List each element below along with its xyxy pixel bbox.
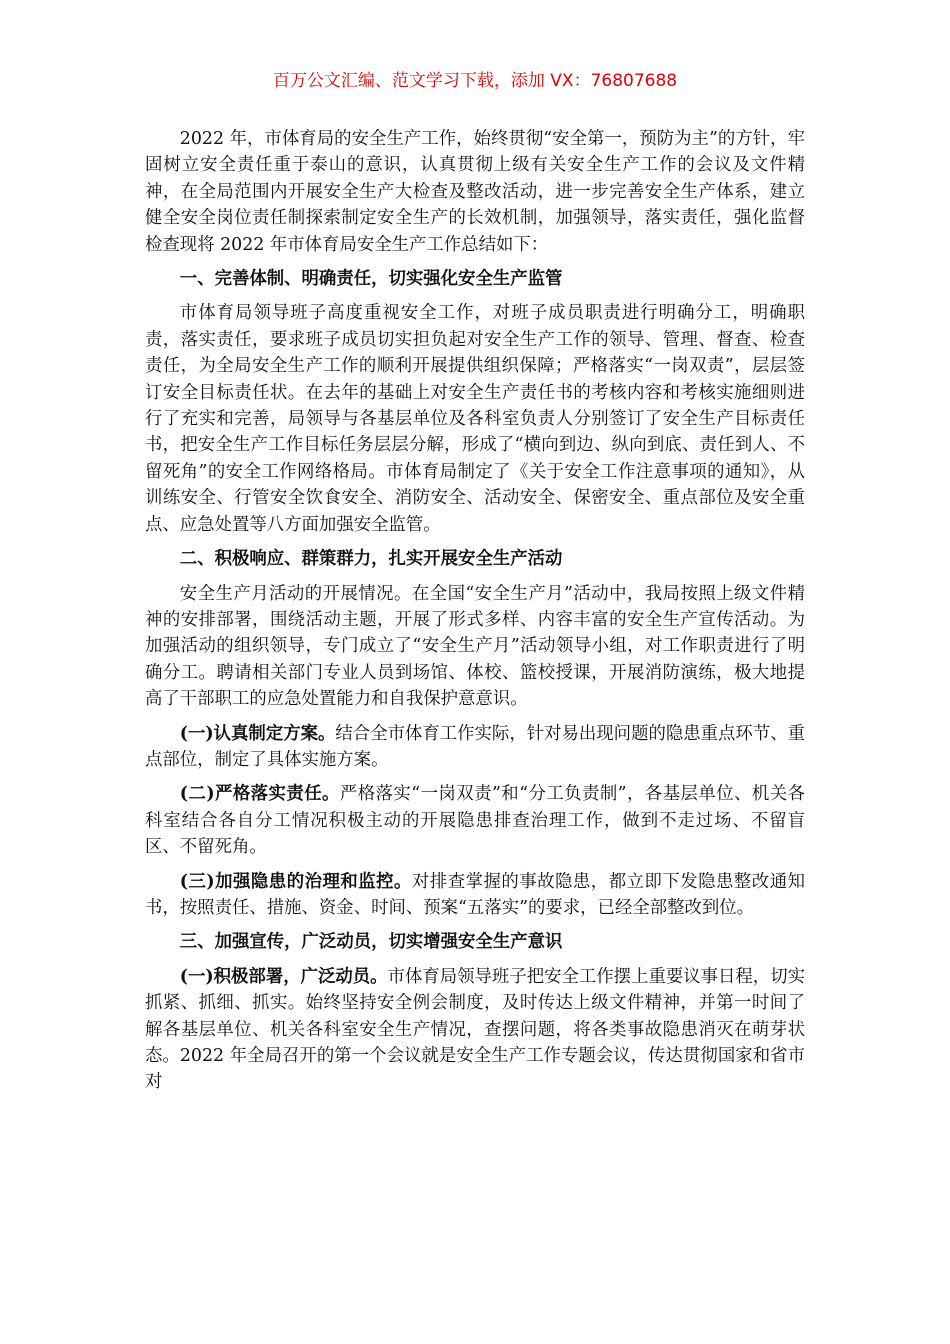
sub-item-title: (三)加强隐患的治理和监控。	[179, 871, 412, 892]
sub-item-paragraph	[145, 781, 805, 860]
section-heading-1: 一、完善体制、明确责任，切实强化安全生产监管	[179, 269, 563, 290]
sub-item-paragraph	[145, 964, 805, 1096]
sub-item-title: (一)认真制定方案。	[179, 723, 336, 744]
ad-banner: 百万公文汇编、范文学习下载，添加 VX：76807688	[272, 71, 678, 91]
sub-item-paragraph	[145, 869, 805, 922]
sub-item-text: 结合全市体育工作实际，针对易出现问题的隐患重点环节、重点部位，制定了具体实施方案。	[145, 723, 805, 770]
sub-item-text: 对排查掌握的事故隐患，都立即下发隐患整改通知书，按照责任、措施、资金、时间、预案“五落实”的要求，已经全部整改到位。	[145, 871, 805, 918]
sub-item-title: (二)严格落实责任。	[179, 784, 340, 805]
body-paragraph: 安全生产月活动的开展情况。在全国“安全生产月”活动中，我局按照上级文件精神的安排部署，围绕活动主题，开展了形式多样、内容丰富的安全生产宣传活动。为加强活动的组织领导，专门成立了“安全生产月”活动领导小组，对工作职责进行了明确分工。聘请相关部门专业人员到场馆、体校、篮校授课，开展消防演练，极大地提高了干部职工的应急处置能力和自我保护意意识。	[145, 583, 805, 710]
sub-item-text: 市体育局领导班子把安全工作摆上重要议事日程，切实抓紧、抓细、抓实。始终坚持安全例会制度，及时传达上级文件精神，并第一时间了解各基层单位、机关各科室安全生产情况，查摆问题，将各类事故隐患消灭在萌芽状态。2022 年全局召开的第一个会议就是安全生产工作专题会议，传达贯彻国家和省市对	[145, 966, 805, 1093]
intro-paragraph: 2022 年，市体育局的安全生产工作，始终贯彻“安全第一，预防为主”的方针，牢固树立安全责任重于泰山的意识，认真贯彻上级有关安全生产工作的会议及文件精神，在全局范围内开展安全生产大检查及整改活动，进一步完善安全生产体系，建立健全安全岗位责任制探索制定安全生产的长效机制，加强领导，落实责任，强化监督检查现将 2022 年市体育局安全生产工作总结如下：	[145, 129, 805, 255]
sub-item-text: 严格落实“一岗双责”和“分工负责制”，各基层单位、机关各科室结合各自分工情况积极主动的开展隐患排查治理工作，做到不走过场、不留盲区、不留死角。	[145, 784, 805, 858]
document-body	[145, 126, 805, 1104]
body-paragraph: 市体育局领导班子高度重视安全工作，对班子成员职责进行明确分工，明确职责，落实责任，要求班子成员切实担负起对安全生产工作的领导、管理、督查、检查责任，为全局安全生产工作的顺利开展提供组织保障；严格落实“一岗双责”，层层签订安全目标责任状。在去年的基础上对安全生产责任书的考核内容和考核实施细则进行了充实和完善，局领导与各基层单位及各科室负责人分别签订了安全生产目标责任书，把安全生产工作目标任务层层分解，形成了“横向到边、纵向到底、责任到人、不留死角”的安全工作网络格局。市体育局制定了《关于安全工作注意事项的通知》，从训练安全、行管安全饮食安全、消防安全、活动安全、保密安全、重点部位及安全重点、应急处置等八方面加强安全监管。	[145, 303, 805, 535]
sub-item-paragraph	[145, 721, 805, 774]
section-heading-2: 二、积极响应、群策群力，扎实开展安全生产活动	[179, 549, 563, 570]
section-heading-3: 三、加强宣传，广泛动员，切实增强安全生产意识	[179, 932, 563, 953]
sub-item-title: (一)积极部署，广泛动员。	[179, 966, 388, 987]
